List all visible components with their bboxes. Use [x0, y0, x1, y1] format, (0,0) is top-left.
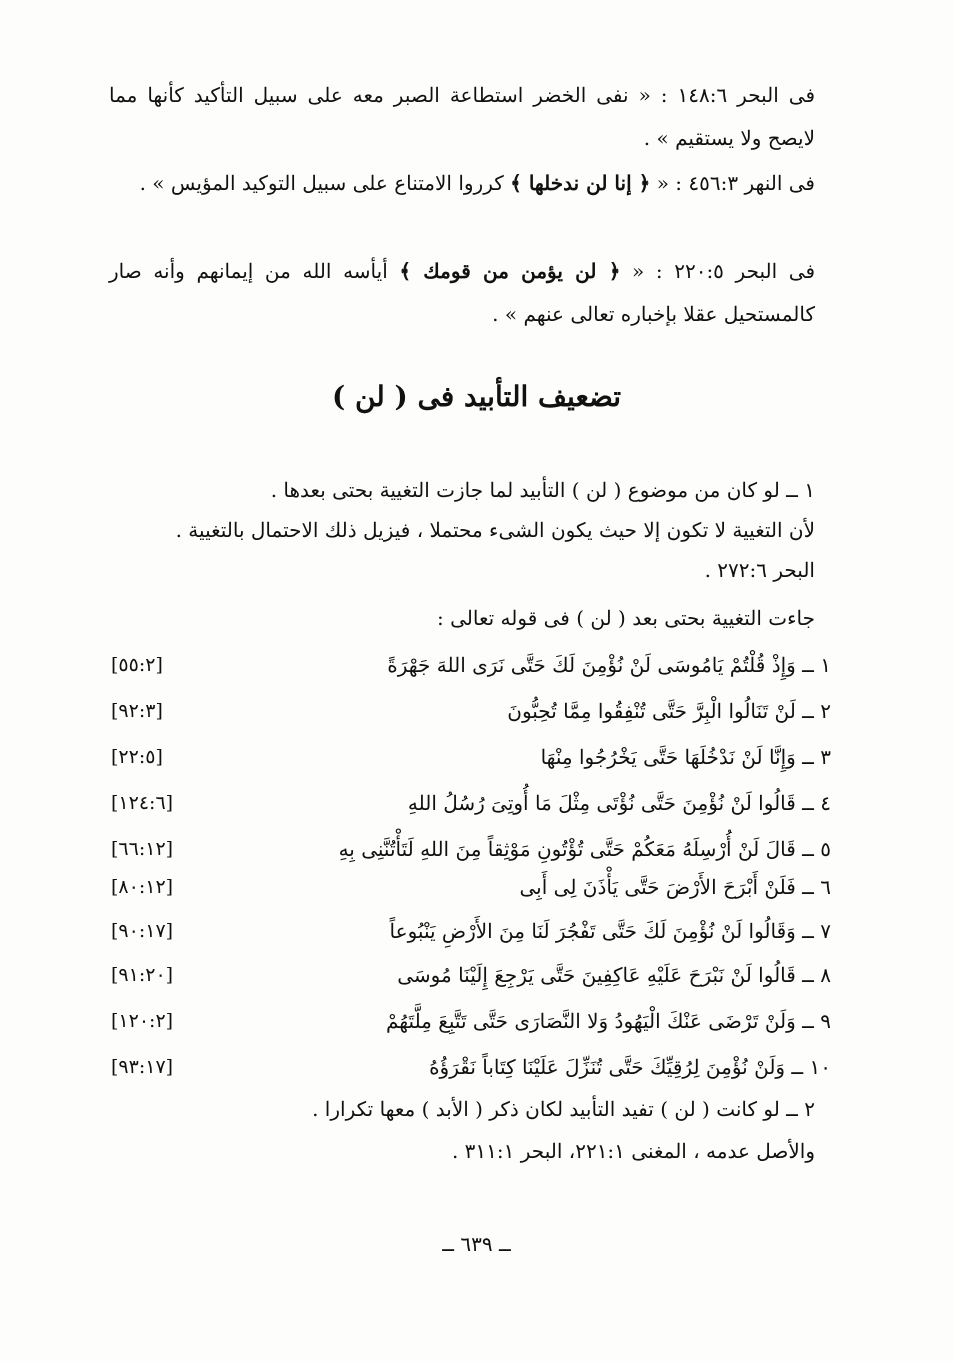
verse-text: ٩ ــ وَلَنْ تَرْضَى عَنْكَ الْيَهُودُ وَلا النَّصَارَى حَتَّى تَتَّبِعَ مِلَّتَهُمْ [386, 1009, 831, 1033]
point-1-line-1: ١ ــ لو كان من موضوع ( لن ) التأبيد لما جازت التغيية بحتى بعدها . [270, 478, 815, 502]
verse-reference: [١٢٠:٢] [111, 1010, 174, 1032]
quote-text: نفى الخضر استطاعة الصبر معه على سبيل التأكيد كأنها مما لايصح ولا يستقيم » . [109, 83, 815, 150]
quote-source: فى النهر ٤٥٦:٣ : « [656, 171, 815, 195]
verse-reference: [٩٢:٣] [111, 700, 163, 722]
verse-text: ٣ ــ وَإِنَّا لَنْ نَدْخُلَهَا حَتَّى يَخْرُجُوا مِنْهَا [540, 745, 831, 769]
point-1-line-3: البحر ٢٧٢:٦ . [704, 558, 815, 582]
quote-paragraph-1 [109, 74, 815, 160]
point-2-line-2: والأصل عدمه ، المغنى ٢٢١:١، البحر ٣١١:١ . [451, 1139, 815, 1163]
point-2 [109, 1088, 815, 1172]
verse-text: ٧ ــ وَقَالُوا لَنْ نُؤْمِنَ لَكَ حَتَّى تَفْجُرَ لَنَا مِنَ الأَرْضِ يَنْبُوعاً [389, 919, 831, 943]
verse-line [111, 690, 831, 732]
verse-reference: [٢٢:٥] [111, 746, 163, 768]
page-number: ــ ٦٣٩ ــ [442, 1232, 511, 1256]
verse-line [111, 910, 831, 952]
verse-reference: [٩١:٢٠] [111, 964, 174, 986]
verse-line [111, 866, 831, 908]
verse-line [111, 828, 831, 870]
verse-line [111, 1046, 831, 1088]
verse-text: ٥ ــ قَالَ لَنْ أُرْسِلَهُ مَعَكُمْ حَتَّى تُؤْتُونِ مَوْثِقاً مِنَ اللهِ لَتَأْتُنَّنِى بِهِ [338, 837, 831, 861]
verse-text: ٢ ــ لَنْ تَنَالُوا الْبِرَّ حَتَّى تُنْفِقُوا مِمَّا تُحِبُّونَ [507, 699, 831, 723]
point-2-line-1: ٢ ــ لو كانت ( لن ) تفيد التأبيد لكان ذكر ( الأبد ) معها تكرارا . [312, 1097, 815, 1121]
verse-text: ٦ ــ فَلَنْ أَبْرَحَ الأَرْضَ حَتَّى يَأْذَنَ لِى أَبِى [519, 875, 831, 899]
verse-text: ١٠ ــ وَلَنْ نُؤْمِنَ لِرُقِيِّكَ حَتَّى تُنَزِّلَ عَلَيْنَا كِتَاباً نَقْرَؤُهُ [429, 1055, 831, 1079]
verse-text: ٤ ــ قَالُوا لَنْ نُؤْمِنَ حَتَّى نُؤْتَى مِثْلَ مَا أُوتِىَ رُسُلُ اللهِ [407, 791, 831, 815]
verse-line [111, 736, 831, 778]
verses-intro: جاءت التغيية بحتى بعد ( لن ) فى قوله تعالى : [437, 606, 815, 630]
verse-reference: [٩٣:١٧] [111, 1056, 174, 1078]
quote-text: أيأسه الله من إيمانهم وأنه صار كالمستحيل عقلا بإخباره تعالى عنهم » . [109, 259, 815, 326]
verse-line [111, 1000, 831, 1042]
verse-line [111, 644, 831, 686]
verse-reference: [٥٥:٢] [111, 654, 163, 676]
quote-source: فى البحر ١٤٨:٦ : « [638, 83, 816, 107]
verse-reference: [٦٦:١٢] [111, 838, 174, 860]
section-title: تضعيف التأبيد فى ( لن ) [331, 380, 622, 413]
verse-line [111, 782, 831, 824]
verse-reference: [١٢٤:٦] [111, 792, 174, 814]
quote-paragraph-2 [109, 162, 815, 205]
quranic-quote: ﴿ إنا لن ندخلها ﴾ [510, 171, 651, 195]
verse-reference: [٩٠:١٧] [111, 920, 174, 942]
quote-text: كرروا الامتناع على سبيل التوكيد المؤيس » . [139, 171, 504, 195]
point-1-line-2: لأن التغيية لا تكون إلا حيث يكون الشىء محتملا ، فيزيل ذلك الاحتمال بالتغيية . [175, 518, 815, 542]
quote-paragraph-3 [109, 250, 815, 336]
quote-source: فى البحر ٢٢٠:٥ : « [632, 259, 816, 283]
verse-line [111, 954, 831, 996]
verse-text: ١ ــ وَإِذْ قُلْتُمْ يَامُوسَى لَنْ نُؤْمِنَ لَكَ حَتَّى نَرَى اللهَ جَهْرَةً [387, 653, 831, 677]
verse-text: ٨ ــ قَالُوا لَنْ نَبْرَحَ عَلَيْهِ عَاكِفِينَ حَتَّى يَرْجِعَ إِلَيْنَا مُوسَى [397, 963, 831, 987]
point-1 [109, 470, 815, 590]
verse-reference: [٨٠:١٢] [111, 876, 174, 898]
quranic-quote: ﴿ لن يؤمن من قومك ﴾ [399, 259, 621, 283]
